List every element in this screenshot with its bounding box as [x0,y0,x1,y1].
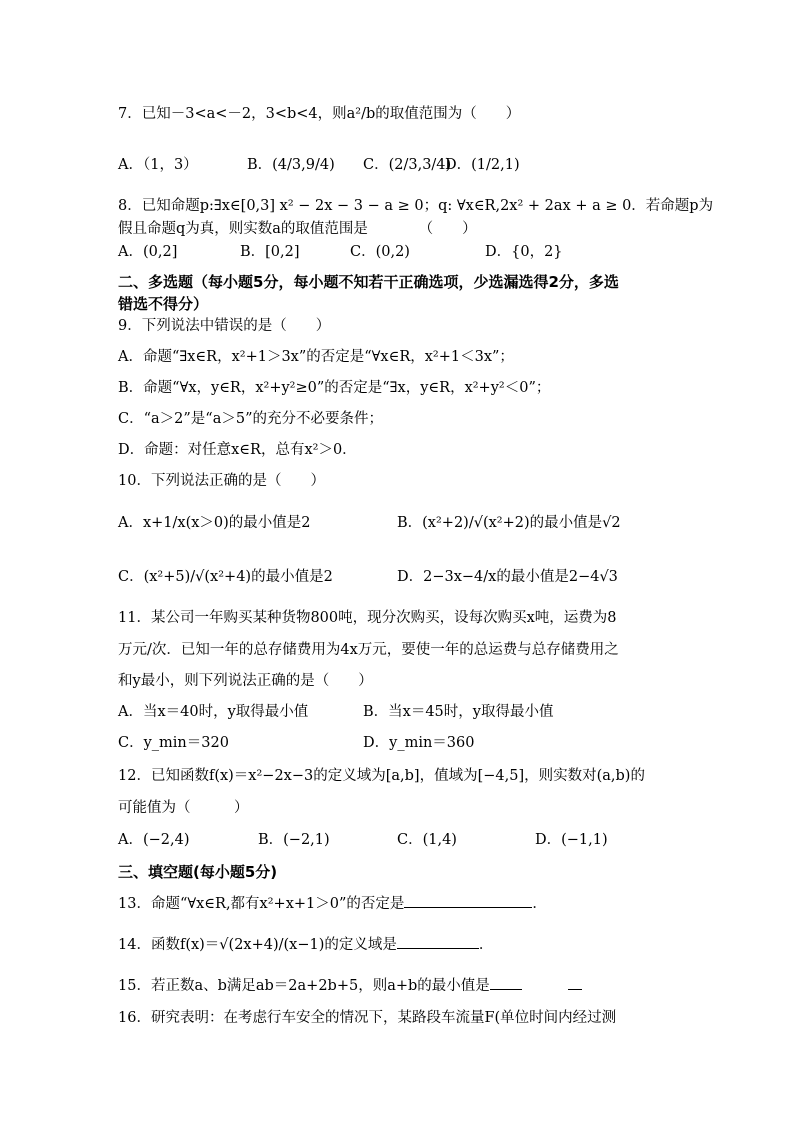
q8-option-b: B．[0,2] [240,244,300,260]
q12-option-c: C．(1,4) [397,832,457,848]
q13-answer-blank[interactable] [404,893,532,908]
q8-stem-line1: 8．已知命题p:∃x∈[0,3] x² − 2x − 3 − a ≥ 0；q: ∀x∈R,2x² + 2ax + a ≥ 0．若命题p为 [118,198,714,214]
q8-option-d: D．{0，2} [485,244,563,260]
q10-option-d: D．2−3x−4/x的最小值是2−4√3 [397,569,618,585]
q11-option-b: B．当x＝45时，y取得最小值 [363,704,554,720]
q14-answer-blank[interactable] [397,934,479,949]
q7-option-a: A．（1，3） [118,157,198,173]
q8-stem-line2: 假且命题q为真，则实数a的取值范围是 （ ） [118,221,477,237]
q11-option-c: C．y_min＝320 [118,735,229,751]
q7-option-d: D．(1/2,1) [445,157,520,173]
q12-stem-line2: 可能值为（ ） [118,800,249,816]
q12-option-b: B．(−2,1) [258,832,330,848]
q10-option-b: B．(x²+2)/√(x²+2)的最小值是√2 [397,515,621,531]
q11-stem-line1: 11．某公司一年购买某种货物800吨，现分次购买，设每次购买x吨，运费为8 [118,610,617,626]
section2-heading-line2: 错选不得分） [118,295,209,313]
q7-option-c: C．(2/3,3/4) [363,157,452,173]
q10-stem: 10．下列说法正确的是（ ） [118,473,325,489]
q15-stem: 15．若正数a、b满足ab＝2a+2b+5，则a+b的最小值是 [118,978,490,994]
q12-option-d: D．(−1,1) [535,832,608,848]
q15-line [118,975,582,996]
q15-answer-blank-2[interactable] [568,975,582,990]
q9-option-b: B．命题“∀x，y∈R，x²+y²≥0”的否定是“∃x，y∈R，x²+y²＜0”； [118,380,551,396]
q8-option-a: A．(0,2] [118,244,178,260]
q9-option-c: C．“a＞2”是“a＞5”的充分不必要条件； [118,411,383,427]
section3-heading: 三、填空题(每小题5分) [118,863,278,881]
q11-option-a: A．当x＝40时，y取得最小值 [118,704,309,720]
q15-answer-blank-1[interactable] [490,975,522,990]
q12-option-a: A．(−2,4) [118,832,190,848]
q7-option-b: B．(4/3,9/4) [247,157,335,173]
q13-end: ． [532,896,547,912]
q16-stem: 16．研究表明：在考虑行车安全的情况下，某路段车流量F(单位时间内经过测 [118,1010,617,1026]
q14-line [118,934,493,955]
q10-option-a: A．x+1/x(x＞0)的最小值是2 [118,515,311,531]
q13-stem: 13．命题“∀x∈R,都有x²+x+1＞0”的否定是 [118,896,405,912]
q11-stem-line3: 和y最小，则下列说法正确的是（ ） [118,673,373,689]
section2-heading-line1: 二、多选题（每小题5分，每小题不知若干正确选项，少选漏选得2分，多选 [118,273,619,291]
q13-line [118,893,547,914]
q7-stem: 7．已知－3<a<－2，3<b<4，则a²/b的取值范围为（ ） [118,106,521,122]
q8-option-c: C．(0,2) [350,244,410,260]
q9-option-a: A．命题“∃x∈R，x²+1＞3x”的否定是“∀x∈R，x²+1＜3x”； [118,349,514,365]
q9-option-d: D．命题：对任意x∈R，总有x²＞0． [118,442,357,458]
q11-option-d: D．y_min＝360 [363,735,475,751]
q12-stem-line1: 12．已知函数f(x)＝x²−2x−3的定义域为[a,b]，值域为[−4,5]，则实数对(a,b)的 [118,768,645,784]
q11-stem-line2: 万元/次．已知一年的总存储费用为4x万元，要使一年的总运费与总存储费用之 [118,642,619,658]
q14-end: ． [478,937,494,953]
q14-stem: 14．函数f(x)＝√(2x+4)/(x−1)的定义域是 [118,937,397,953]
q9-stem: 9．下列说法中错误的是（ ） [118,318,331,334]
q10-option-c: C．(x²+5)/√(x²+4)的最小值是2 [118,569,333,585]
